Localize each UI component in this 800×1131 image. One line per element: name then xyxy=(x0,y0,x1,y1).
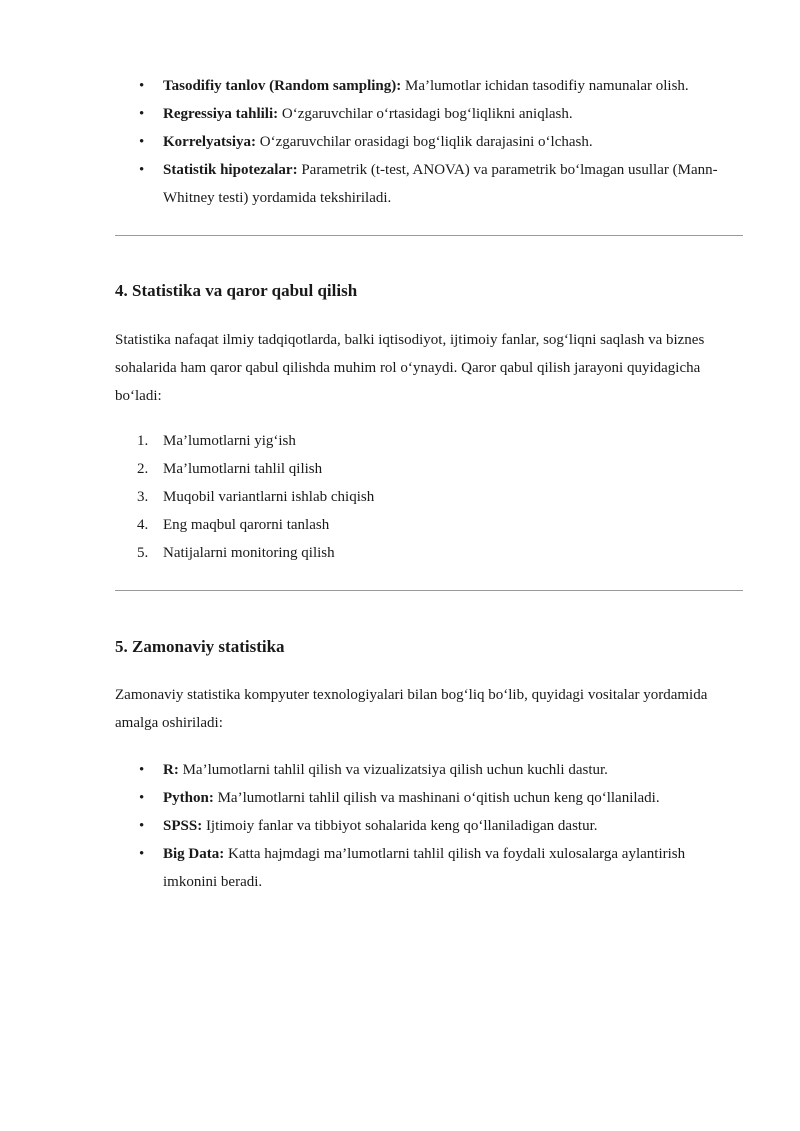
list-item xyxy=(115,539,743,567)
list-item xyxy=(115,756,743,784)
section-4 xyxy=(115,279,743,303)
bullet-icon: • xyxy=(139,78,145,94)
methods-list xyxy=(115,72,743,212)
bullet-icon: • xyxy=(139,762,145,778)
section-divider xyxy=(115,590,743,591)
bullet-icon: • xyxy=(139,790,145,806)
tools-list xyxy=(115,756,743,896)
list-item xyxy=(115,156,743,212)
list-item-text: Muqobil variantlarni ishlab chiqish xyxy=(163,489,375,505)
list-item xyxy=(115,511,743,539)
list-item-term: SPSS: xyxy=(163,818,203,834)
section-heading: 4. Statistika va qaror qabul qilish xyxy=(115,281,358,300)
list-item xyxy=(115,840,743,896)
list-number: 1. xyxy=(137,433,149,449)
list-number: 3. xyxy=(137,489,149,505)
list-item-text: O‘zgaruvchilar orasidagi bog‘liqlik darajasini o‘lchash. xyxy=(256,134,593,150)
list-item-text: Katta hajmdagi ma’lumotlarni tahlil qilish va foydali xulosalarga aylantirish imkonini beradi. xyxy=(163,846,686,890)
section-5 xyxy=(115,635,743,659)
list-number: 2. xyxy=(137,461,149,477)
list-item xyxy=(115,72,743,100)
section-5-body xyxy=(115,681,743,737)
list-item-text: Ma’lumotlarni tahlil qilish va mashinani o‘qitish uchun keng qo‘llaniladi. xyxy=(213,790,660,806)
section-paragraph: Statistika nafaqat ilmiy tadqiqotlarda, balki iqtisodiyot, ijtimoiy fanlar, sog‘liqni saqlash va biznes sohalarida ham qaror qabul qilishda muhim rol o‘ynaydi. Qaror qabul qilish jarayoni quyidagicha bo‘ladi: xyxy=(115,332,705,404)
list-item-term: R: xyxy=(163,762,179,778)
list-item-text: Ma’lumotlar ichidan tasodifiy namunalar olish. xyxy=(401,78,689,94)
list-item xyxy=(115,100,743,128)
list-item-text: Parametrik (t-test, ANOVA) va parametrik bo‘lmagan usullar (Mann-Whitney testi) yordamida tekshiriladi. xyxy=(163,162,718,206)
list-item xyxy=(115,128,743,156)
bullet-icon: • xyxy=(139,846,145,862)
bullet-icon: • xyxy=(139,162,145,178)
list-item xyxy=(115,483,743,511)
list-item-text: Natijalarni monitoring qilish xyxy=(163,545,335,561)
list-item-text: Ma’lumotlarni tahlil qilish va vizualizatsiya qilish uchun kuchli dastur. xyxy=(178,762,608,778)
list-item-text: O‘zgaruvchilar o‘rtasidagi bog‘liqlikni aniqlash. xyxy=(278,106,573,122)
list-item-text: Ma’lumotlarni tahlil qilish xyxy=(163,461,323,477)
list-item-text: Ijtimoiy fanlar va tibbiyot sohalarida keng qo‘llaniladigan dastur. xyxy=(202,818,598,834)
list-item-term: Korrelyatsiya: xyxy=(163,134,257,150)
list-number: 5. xyxy=(137,545,149,561)
list-number: 4. xyxy=(137,517,149,533)
list-item xyxy=(115,427,743,455)
section-heading: 5. Zamonaviy statistika xyxy=(115,637,285,656)
list-item xyxy=(115,812,743,840)
list-item-term: Big Data: xyxy=(163,846,225,862)
decision-steps-section xyxy=(115,427,743,567)
list-item-term: Regressiya tahlili: xyxy=(163,106,279,122)
decision-steps-list xyxy=(115,427,743,567)
list-item-term: Tasodifiy tanlov (Random sampling): xyxy=(163,78,402,94)
section-paragraph: Zamonaviy statistika kompyuter texnologiyalari bilan bog‘liq bo‘lib, quyidagi vositalar yordamida amalga oshiriladi: xyxy=(115,687,708,731)
bullet-icon: • xyxy=(139,106,145,122)
bullet-icon: • xyxy=(139,818,145,834)
section-divider xyxy=(115,235,743,236)
list-item xyxy=(115,784,743,812)
methods-list-section xyxy=(115,72,743,212)
section-4-body xyxy=(115,326,743,410)
tools-list-section xyxy=(115,756,743,896)
bullet-icon: • xyxy=(139,134,145,150)
list-item-text: Eng maqbul qarorni tanlash xyxy=(163,517,330,533)
list-item xyxy=(115,455,743,483)
list-item-text: Ma’lumotlarni yig‘ish xyxy=(163,433,296,449)
list-item-term: Statistik hipotezalar: xyxy=(163,162,298,178)
list-item-term: Python: xyxy=(163,790,214,806)
